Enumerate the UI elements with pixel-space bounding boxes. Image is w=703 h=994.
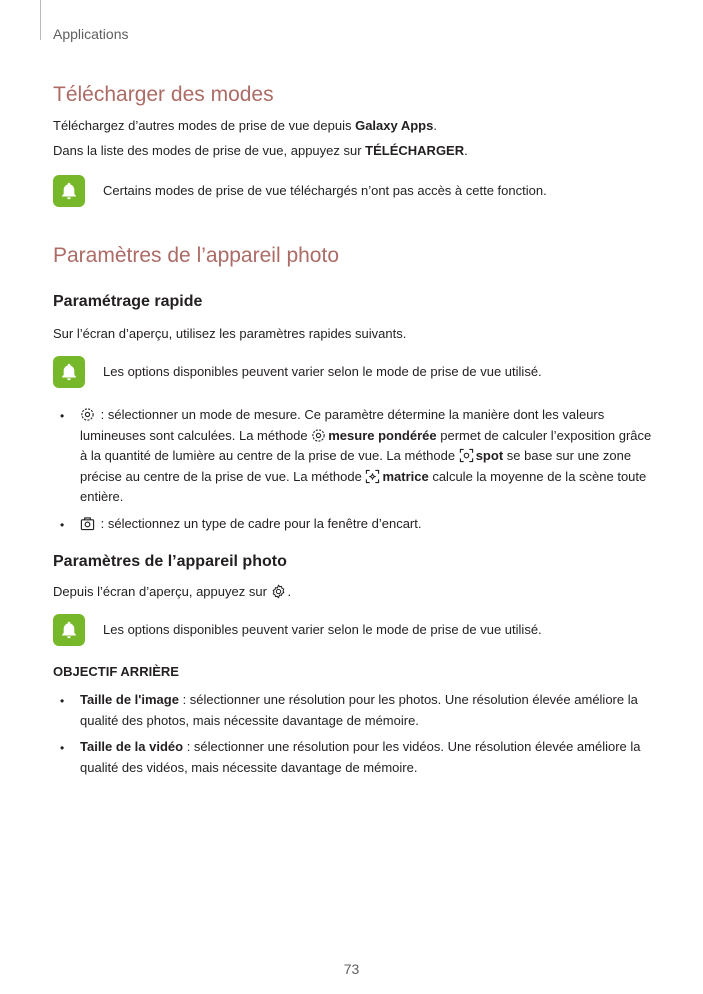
page-number: 73 — [343, 961, 360, 977]
paragraph-camera-intro: Depuis l’écran d’aperçu, appuyez sur . — [53, 584, 292, 599]
gear-icon — [271, 584, 286, 599]
bullet-marker: • — [60, 518, 65, 532]
notification-bell-icon — [53, 356, 85, 388]
metering-center-weighted-icon — [311, 428, 326, 443]
bullet-marker: • — [60, 741, 65, 755]
note-text-download: Certains modes de prise de vue téléchargés n’ont pas accès à cette fonction. — [103, 183, 547, 198]
picture-frame-icon — [80, 516, 95, 531]
paragraph-download-line2: Dans la liste des modes de prise de vue, appuyez sur TÉLÉCHARGER. — [53, 143, 468, 158]
notification-bell-icon — [53, 175, 85, 207]
top-divider — [40, 0, 41, 40]
header-label: Applications — [53, 26, 129, 42]
bullet-frame-type: : sélectionnez un type de cadre pour la fenêtre d’encart. — [80, 514, 660, 535]
section-title-camera-settings: Paramètres de l’appareil photo — [53, 244, 340, 267]
bullet-image-size: Taille de l'image : sélectionner une résolution pour les photos. Une résolution élevée améliore la qualité des photos, mais nécessite davantage de mémoire. — [80, 692, 638, 728]
metering-center-weighted-icon — [80, 407, 95, 422]
section-title-download-modes: Télécharger des modes — [53, 83, 274, 106]
subtitle-camera-settings: Paramètres de l’appareil photo — [53, 553, 287, 570]
subtitle-quick-settings: Paramétrage rapide — [53, 293, 203, 310]
paragraph-download-line1: Téléchargez d’autres modes de prise de vue depuis Galaxy Apps. — [53, 118, 437, 133]
bullet-video-size: Taille de la vidéo : sélectionner une résolution pour les vidéos. Une résolution élevée améliore la qualité des vidéos, mais nécessite davantage de mémoire. — [80, 739, 641, 775]
bullet-marker: • — [60, 409, 65, 423]
bullet-metering-mode: : sélectionner un mode de mesure. Ce paramètre détermine la manière dont les valeurs lumineuses sont calculées. La méthode mesure pondérée permet de calculer l’exposition grâce à la quantité de lumière au centre de la prise de vue. La méthode spot se base sur une zone précise au centre de la prise de vue. La méthode matrice calcule la moyenne de la scène toute entière. — [80, 407, 652, 504]
metering-spot-icon — [459, 448, 474, 463]
metering-matrix-icon — [365, 469, 380, 484]
note-text-options-vary: Les options disponibles peuvent varier selon le mode de prise de vue utilisé. — [103, 364, 542, 379]
bullet-marker: • — [60, 694, 65, 708]
rear-camera-label: OBJECTIF ARRIÈRE — [53, 664, 179, 679]
note-text-options-vary-2: Les options disponibles peuvent varier selon le mode de prise de vue utilisé. — [103, 622, 542, 637]
paragraph-quick-intro: Sur l’écran d’aperçu, utilisez les paramètres rapides suivants. — [53, 326, 407, 341]
notification-bell-icon — [53, 614, 85, 646]
